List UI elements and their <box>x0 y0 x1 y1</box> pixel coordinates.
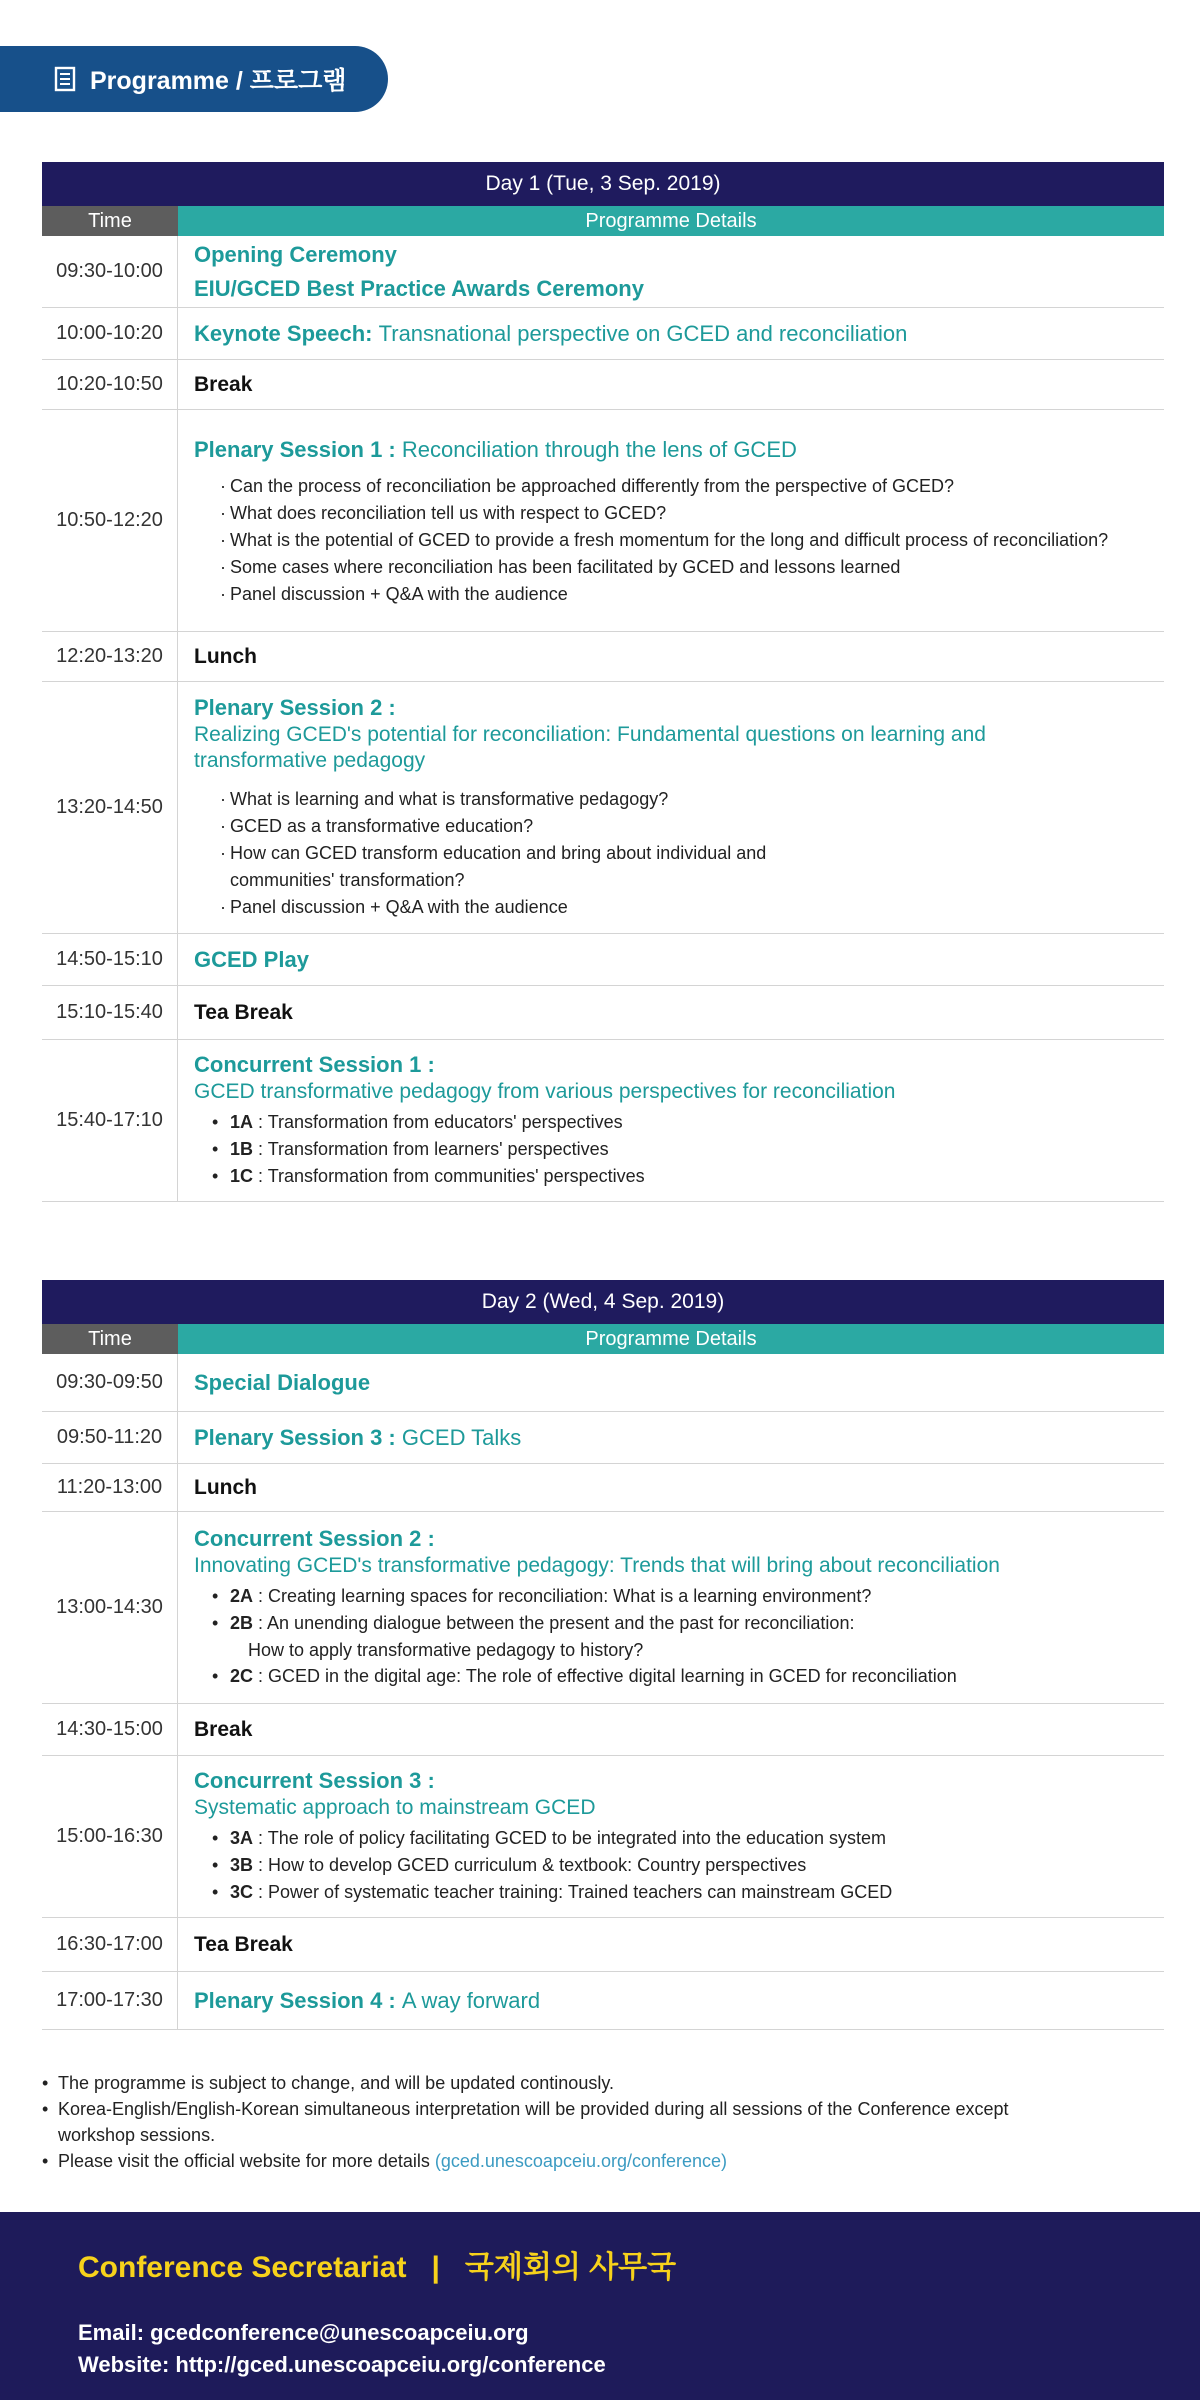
session-subtitle: Innovating GCED's transformative pedagogy: Trends that will bring about reconciliation <box>194 1554 1000 1577</box>
session-list <box>194 1663 1164 1690</box>
notes <box>42 2070 1162 2174</box>
list-item: · Panel discussion + Q&A with the audience <box>220 581 1164 608</box>
time-cell: 13:20-14:50 <box>42 682 178 933</box>
list-item-continuation: How to apply transformative pedagogy to history? <box>248 1640 644 1660</box>
list-item: · How can GCED transform education and bring about individual and communities' transformation? <box>220 840 870 894</box>
table-row <box>42 236 1164 308</box>
session-list <box>194 1109 1164 1190</box>
time-cell: 15:00-16:30 <box>42 1756 178 1917</box>
session-title: Tea Break <box>194 1932 293 1956</box>
time-cell: 10:20-10:50 <box>42 360 178 409</box>
topic-list <box>194 786 1164 921</box>
note-text: Please visit the official website for more details <box>58 2151 430 2171</box>
session-title: Opening Ceremony <box>194 241 397 267</box>
list-item: • 1C : Transformation from communities' perspectives <box>212 1163 1164 1190</box>
list-item: • 3C : Power of systematic teacher training: Trained teachers can mainstream GCED <box>212 1879 1164 1906</box>
list-item: • 2A : Creating learning spaces for reconciliation: What is a learning environment? <box>212 1583 1164 1610</box>
session-subtitle: Transnational perspective on GCED and reconciliation <box>378 320 908 346</box>
document-icon <box>54 66 76 92</box>
time-cell: 15:40-17:10 <box>42 1040 178 1201</box>
table-row <box>42 308 1164 360</box>
list-item: · What does reconciliation tell us with respect to GCED? <box>220 500 1164 527</box>
time-cell: 10:50-12:20 <box>42 410 178 631</box>
session-title: Plenary Session 3 : <box>194 1424 396 1450</box>
footer-website[interactable]: Website: http://gced.unescoapceiu.org/conference <box>78 2352 606 2377</box>
session-subtitle: A way forward <box>401 1987 541 2013</box>
time-cell: 16:30-17:00 <box>42 1918 178 1971</box>
list-item: • 1A : Transformation from educators' perspectives <box>212 1109 1164 1136</box>
list-item: · GCED as a transformative education? <box>220 813 1164 840</box>
list-item: • 3A : The role of policy facilitating GCED to be integrated into the education system <box>212 1825 1164 1852</box>
table-row <box>42 1918 1164 1972</box>
table-row <box>42 934 1164 986</box>
table-row <box>42 1354 1164 1412</box>
note-item: • Korea-English/English-Korean simultaneous interpretation will be provided during all sessions of the Conference except workshop sessions. <box>42 2096 1088 2148</box>
list-item: • 2B : An unending dialogue between the present and the past for reconciliation: <box>212 1610 1164 1637</box>
programme-tab-label: Programme / 프로그램 <box>90 67 347 95</box>
session-title: Plenary Session 2 : <box>194 695 396 720</box>
session-title: Keynote Speech: <box>194 320 373 346</box>
time-cell: 11:20-13:00 <box>42 1464 178 1511</box>
session-subtitle: GCED Talks <box>401 1424 522 1450</box>
time-cell: 17:00-17:30 <box>42 1972 178 2029</box>
day1-header: Day 1 (Tue, 3 Sep. 2019) <box>42 162 1164 206</box>
list-item: · What is learning and what is transformative pedagogy? <box>220 786 1164 813</box>
session-title: Concurrent Session 3 : <box>194 1768 435 1793</box>
session-title: Lunch <box>194 644 257 668</box>
day1-column-header <box>42 206 1164 236</box>
list-item: • 2C : GCED in the digital age: The role of effective digital learning in GCED for reconciliation <box>212 1663 1164 1690</box>
time-cell: 15:10-15:40 <box>42 986 178 1039</box>
footer <box>0 2212 1200 2400</box>
list-item: · What is the potential of GCED to provide a fresh momentum for the long and difficult process of reconciliation? <box>220 527 1110 554</box>
session-title: Concurrent Session 2 : <box>194 1526 435 1551</box>
list-item: · Some cases where reconciliation has been facilitated by GCED and lessons learned <box>220 554 1164 581</box>
note-item <box>42 2148 1162 2174</box>
table-row <box>42 360 1164 410</box>
list-item: • 1B : Transformation from learners' perspectives <box>212 1136 1164 1163</box>
session-title: Special Dialogue <box>194 1369 371 1395</box>
table-row <box>42 1412 1164 1464</box>
time-cell: 10:00-10:20 <box>42 308 178 359</box>
session-title: Plenary Session 4 : <box>194 1987 396 2013</box>
session-subtitle: Systematic approach to mainstream GCED <box>194 1796 596 1819</box>
website-link[interactable]: (gced.unescoapceiu.org/conference) <box>434 2151 728 2171</box>
list-item: · Can the process of reconciliation be approached differently from the perspective of GCED? <box>220 473 1164 500</box>
session-title: Concurrent Session 1 : <box>194 1052 435 1077</box>
table-row <box>42 1972 1164 2030</box>
session-subtitle: GCED transformative pedagogy from various perspectives for reconciliation <box>194 1080 896 1103</box>
day2-table <box>42 1280 1164 2030</box>
time-cell: 13:00-14:30 <box>42 1512 178 1703</box>
session-title: Break <box>194 372 253 396</box>
session-list <box>194 1825 1164 1906</box>
day2-column-header <box>42 1324 1164 1354</box>
time-cell: 14:50-15:10 <box>42 934 178 985</box>
session-title: EIU/GCED Best Practice Awards Ceremony <box>194 275 644 301</box>
day1-table <box>42 162 1164 1202</box>
table-row <box>42 986 1164 1040</box>
table-row <box>42 1464 1164 1512</box>
session-subtitle: Realizing GCED's potential for reconciliation: Fundamental questions on learning and transformative pedagogy <box>194 723 986 772</box>
table-row <box>42 1512 1164 1704</box>
programme-tab <box>0 46 388 112</box>
session-title: Plenary Session 1 : <box>194 437 396 462</box>
details-column-label: Programme Details <box>178 1324 1164 1354</box>
table-row <box>42 1704 1164 1756</box>
note-item: • The programme is subject to change, and will be updated continously. <box>42 2070 1162 2096</box>
list-item: · Panel discussion + Q&A with the audience <box>220 894 1164 921</box>
footer-title: Conference Secretariat | 국제회의 사무국 <box>78 2251 677 2284</box>
session-title: Break <box>194 1717 253 1741</box>
session-list <box>194 1583 1164 1637</box>
time-cell: 09:30-10:00 <box>42 236 178 307</box>
footer-email[interactable]: Email: gcedconference@unescoapceiu.org <box>78 2320 529 2345</box>
session-title: Tea Break <box>194 1000 293 1024</box>
session-title: Lunch <box>194 1475 257 1499</box>
table-row <box>42 1040 1164 1202</box>
table-row <box>42 632 1164 682</box>
list-item: • 3B : How to develop GCED curriculum & textbook: Country perspectives <box>212 1852 1164 1879</box>
time-cell: 09:30-09:50 <box>42 1354 178 1411</box>
time-cell: 09:50-11:20 <box>42 1412 178 1463</box>
time-cell: 12:20-13:20 <box>42 632 178 681</box>
session-subtitle: Reconciliation through the lens of GCED <box>401 437 797 462</box>
time-column-label: Time <box>42 206 178 236</box>
table-row <box>42 410 1164 632</box>
table-row <box>42 1756 1164 1918</box>
table-row <box>42 682 1164 934</box>
session-title: GCED Play <box>194 946 309 972</box>
details-column-label: Programme Details <box>178 206 1164 236</box>
topic-list <box>194 473 1164 608</box>
day2-header: Day 2 (Wed, 4 Sep. 2019) <box>42 1280 1164 1324</box>
time-column-label: Time <box>42 1324 178 1354</box>
time-cell: 14:30-15:00 <box>42 1704 178 1755</box>
